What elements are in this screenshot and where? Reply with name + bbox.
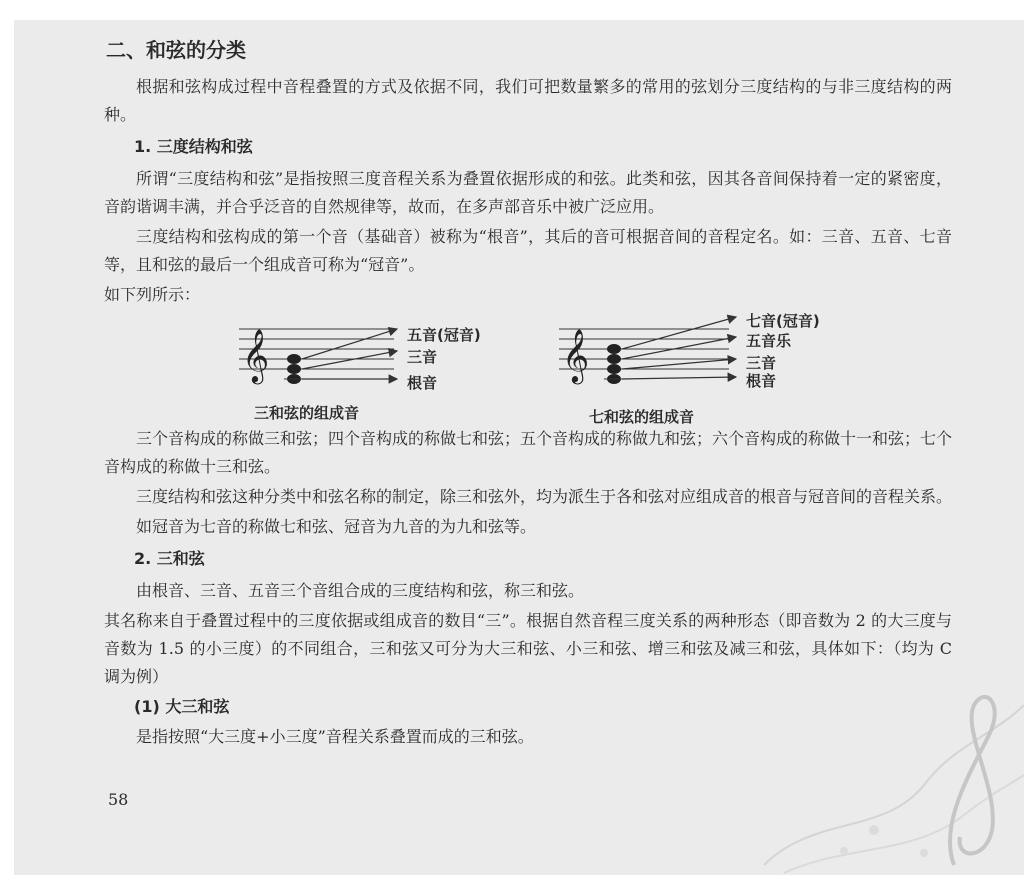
- svg-text:𝄞: 𝄞: [562, 328, 590, 382]
- paragraph-triad-def: 由根音、三音、五音三个音组合成的三度结构和弦，称三和弦。: [136, 581, 585, 600]
- chord-diagrams: [104, 311, 952, 426]
- seventh-label-root: 根音: [746, 372, 777, 390]
- book-page: [14, 20, 1024, 875]
- triad-label-root: 根音: [407, 374, 438, 392]
- triad-label-third: 三音: [407, 348, 438, 366]
- paragraph-chord-types: 三个音构成的称做三和弦；四个音构成的称做七和弦；五个音构成的称做九和弦；六个音构成的称做十一和弦；七个音构成的称做十三和弦。: [104, 429, 953, 476]
- paragraph-root-note: 三度结构和弦构成的第一个音（基础音）被称为“根音”，其后的音可根据音间的音程定名。如：三音、五音、七音等，且和弦的最后一个组成音可称为“冠音”。: [104, 227, 952, 274]
- intro-paragraph: 根据和弦构成过程中音程叠置的方式及依据不同，我们可把数量繁多的常用的弦划分三度结构的与非三度结构的两种。: [104, 77, 952, 124]
- triad-staff: [239, 328, 397, 384]
- seventh-caption: 七和弦的组成音: [589, 408, 695, 426]
- paragraph-major-triad: 是指按照“大三度+小三度”音程关系叠置而成的三和弦。: [136, 727, 534, 746]
- example-intro: 如下列所示：: [104, 285, 201, 304]
- paragraph-triad-types: 其名称来自于叠置过程中的三度依据或组成音的数目“三”。根据自然音程三度关系的两种形态（即音数为 2 的大三度与音数为 1.5 的小三度）的不同组合，三和弦又可分为大三和弦、小三和弦、增三和弦及减三和弦，具体如下：（均为 C 调为例）: [104, 611, 952, 686]
- paragraph-definition: 所谓“三度结构和弦”是指按照三度音程关系为叠置依据形成的和弦。此类和弦，因其各音间保持着一定的紧密度，音韵谐调丰满，并合乎泛音的自然规律等，故而，在多声部音乐中被广泛应用。: [104, 169, 952, 216]
- triad-label-fifth: 五音(冠音): [407, 326, 481, 344]
- page-number: 58: [108, 790, 129, 809]
- subsection-title-1: 1. 三度结构和弦: [134, 137, 253, 156]
- seventh-label-fifth: 五音乐: [746, 332, 792, 350]
- staff-drawing: [104, 311, 952, 423]
- triad-caption: 三和弦的组成音: [254, 404, 360, 422]
- subsection-title-3: (1) 大三和弦: [134, 697, 230, 716]
- page-text: [104, 35, 952, 753]
- subsection-title-2: 2. 三和弦: [134, 549, 205, 568]
- seventh-label-third: 三音: [746, 354, 777, 372]
- paragraph-example: 如冠音为七音的称做七和弦、冠音为九音的为九和弦等。: [136, 517, 537, 536]
- svg-text:𝄞: 𝄞: [242, 328, 270, 382]
- section-title: 二、和弦的分类: [106, 38, 246, 62]
- seventh-staff: [559, 317, 736, 384]
- paragraph-naming: 三度结构和弦这种分类中和弦名称的制定，除三和弦外，均为派生于各和弦对应组成音的根音与冠音间的音程关系。: [136, 487, 953, 506]
- seventh-label-seventh: 七音(冠音): [746, 312, 820, 330]
